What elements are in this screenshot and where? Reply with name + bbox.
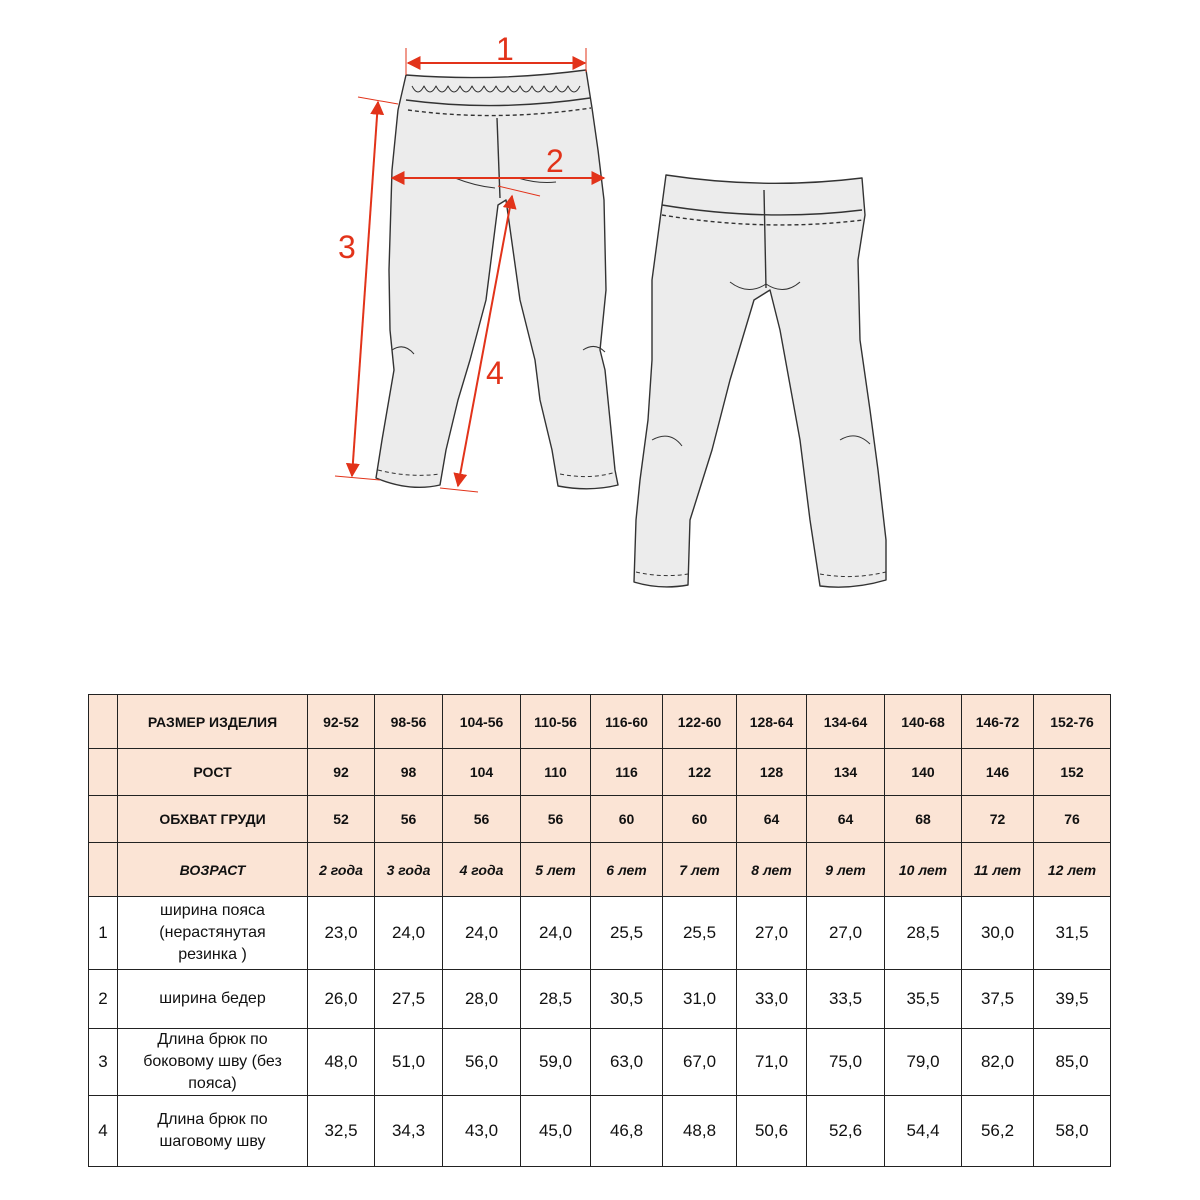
table-cell: 11 лет xyxy=(962,843,1034,897)
table-cell: 56 xyxy=(375,796,443,843)
table-cell: 51,0 xyxy=(375,1029,443,1096)
table-cell: 98 xyxy=(375,749,443,796)
table-cell: 3 года xyxy=(375,843,443,897)
table-cell: 30,0 xyxy=(962,897,1034,970)
table-cell: 152 xyxy=(1034,749,1111,796)
table-cell: 79,0 xyxy=(885,1029,962,1096)
table-cell: 72 xyxy=(962,796,1034,843)
table-cell: 23,0 xyxy=(308,897,375,970)
measurement-row xyxy=(89,970,1111,1029)
table-cell: 28,5 xyxy=(521,970,591,1029)
table-cell: 146 xyxy=(962,749,1034,796)
measurement-label-line: боковому шву (без xyxy=(143,1053,282,1070)
table-cell: 7 лет xyxy=(663,843,737,897)
chest-row xyxy=(89,796,1111,843)
row-header: ОБХВАТ ГРУДИ xyxy=(118,796,308,843)
table-cell: 28,0 xyxy=(443,970,521,1029)
table-cell: 27,0 xyxy=(737,897,807,970)
measurement-label-line: шаговому шву xyxy=(159,1133,266,1150)
table-cell: 30,5 xyxy=(591,970,663,1029)
row-header: ВОЗРАСТ xyxy=(118,843,308,897)
empty-cell xyxy=(89,749,118,796)
table-cell: 60 xyxy=(591,796,663,843)
table-cell: 25,5 xyxy=(591,897,663,970)
table-cell: 33,0 xyxy=(737,970,807,1029)
table-cell: 56 xyxy=(443,796,521,843)
measurement-label-line: ширина пояса xyxy=(160,902,265,919)
label-1: 1 xyxy=(496,31,514,67)
table-cell: 67,0 xyxy=(663,1029,737,1096)
table-cell: 12 лет xyxy=(1034,843,1111,897)
height-row xyxy=(89,749,1111,796)
measurement-row xyxy=(89,1096,1111,1167)
table-cell: 34,3 xyxy=(375,1096,443,1167)
table-cell: 26,0 xyxy=(308,970,375,1029)
table-cell: 50,6 xyxy=(737,1096,807,1167)
table-cell: 134-64 xyxy=(807,695,885,749)
table-cell: 116 xyxy=(591,749,663,796)
empty-cell xyxy=(89,796,118,843)
table-cell: 2 года xyxy=(308,843,375,897)
table-cell: 140-68 xyxy=(885,695,962,749)
table-cell: 4 года xyxy=(443,843,521,897)
measurement-row xyxy=(89,897,1111,970)
table-cell: 122 xyxy=(663,749,737,796)
table-cell: 52,6 xyxy=(807,1096,885,1167)
table-cell: 104-56 xyxy=(443,695,521,749)
table-cell: 64 xyxy=(737,796,807,843)
table-cell: 56 xyxy=(521,796,591,843)
empty-cell xyxy=(89,843,118,897)
table-cell: 104 xyxy=(443,749,521,796)
table-cell: 45,0 xyxy=(521,1096,591,1167)
table-cell: 58,0 xyxy=(1034,1096,1111,1167)
measurement-label xyxy=(118,1096,308,1167)
table-cell: 128-64 xyxy=(737,695,807,749)
table-cell: 68 xyxy=(885,796,962,843)
row-header: РОСТ xyxy=(118,749,308,796)
table-cell: 56,2 xyxy=(962,1096,1034,1167)
table-cell: 27,0 xyxy=(807,897,885,970)
measurement-number: 4 xyxy=(89,1096,118,1167)
table-cell: 27,5 xyxy=(375,970,443,1029)
table-cell: 24,0 xyxy=(443,897,521,970)
table-cell: 110 xyxy=(521,749,591,796)
table-cell: 5 лет xyxy=(521,843,591,897)
table-cell: 6 лет xyxy=(591,843,663,897)
label-4: 4 xyxy=(486,355,504,391)
empty-cell xyxy=(89,695,118,749)
table-cell: 60 xyxy=(663,796,737,843)
table-cell: 140 xyxy=(885,749,962,796)
measurement-label xyxy=(118,970,308,1029)
measurement-number: 3 xyxy=(89,1029,118,1096)
measurement-label-line: Длина брюк по xyxy=(157,1031,268,1048)
table-cell: 92-52 xyxy=(308,695,375,749)
table-cell: 128 xyxy=(737,749,807,796)
measurement-label-line: Длина брюк по xyxy=(157,1111,268,1128)
table-cell: 32,5 xyxy=(308,1096,375,1167)
table-cell: 24,0 xyxy=(521,897,591,970)
table-cell: 25,5 xyxy=(663,897,737,970)
measurement-label-line: ширина бедер xyxy=(159,990,266,1007)
measurement-row xyxy=(89,1029,1111,1096)
table-cell: 8 лет xyxy=(737,843,807,897)
measurement-label xyxy=(118,897,308,970)
table-cell: 43,0 xyxy=(443,1096,521,1167)
table-cell: 134 xyxy=(807,749,885,796)
table-cell: 59,0 xyxy=(521,1029,591,1096)
table-cell: 92 xyxy=(308,749,375,796)
table-cell: 28,5 xyxy=(885,897,962,970)
table-cell: 31,5 xyxy=(1034,897,1111,970)
table-cell: 116-60 xyxy=(591,695,663,749)
table-cell: 75,0 xyxy=(807,1029,885,1096)
table-cell: 52 xyxy=(308,796,375,843)
table-cell: 46,8 xyxy=(591,1096,663,1167)
table-cell: 35,5 xyxy=(885,970,962,1029)
table-cell: 64 xyxy=(807,796,885,843)
age-row xyxy=(89,843,1111,897)
measurement-label xyxy=(118,1029,308,1096)
table-cell: 37,5 xyxy=(962,970,1034,1029)
label-2: 2 xyxy=(546,143,564,179)
table-cell: 33,5 xyxy=(807,970,885,1029)
measurement-label-line: пояса) xyxy=(188,1075,237,1092)
table-cell: 39,5 xyxy=(1034,970,1111,1029)
table-cell: 31,0 xyxy=(663,970,737,1029)
table-cell: 54,4 xyxy=(885,1096,962,1167)
size-table xyxy=(88,694,1111,1167)
table-cell: 48,0 xyxy=(308,1029,375,1096)
table-cell: 71,0 xyxy=(737,1029,807,1096)
size-row xyxy=(89,695,1111,749)
table-cell: 24,0 xyxy=(375,897,443,970)
measurement-number: 2 xyxy=(89,970,118,1029)
table-cell: 56,0 xyxy=(443,1029,521,1096)
table-cell: 146-72 xyxy=(962,695,1034,749)
table-cell: 10 лет xyxy=(885,843,962,897)
measurement-label-line: резинка ) xyxy=(178,946,247,963)
measurement-label-line: (нерастянутая xyxy=(159,924,266,941)
row-header: РАЗМЕР ИЗДЕЛИЯ xyxy=(118,695,308,749)
table-cell: 152-76 xyxy=(1034,695,1111,749)
table-cell: 82,0 xyxy=(962,1029,1034,1096)
table-cell: 110-56 xyxy=(521,695,591,749)
table-cell: 9 лет xyxy=(807,843,885,897)
measurement-number: 1 xyxy=(89,897,118,970)
back-view-pants xyxy=(634,175,886,587)
table-cell: 122-60 xyxy=(663,695,737,749)
arrow-3-side-seam xyxy=(352,102,378,476)
label-3: 3 xyxy=(338,229,356,265)
table-cell: 48,8 xyxy=(663,1096,737,1167)
table-cell: 63,0 xyxy=(591,1029,663,1096)
table-cell: 85,0 xyxy=(1034,1029,1111,1096)
table-cell: 98-56 xyxy=(375,695,443,749)
table-cell: 76 xyxy=(1034,796,1111,843)
